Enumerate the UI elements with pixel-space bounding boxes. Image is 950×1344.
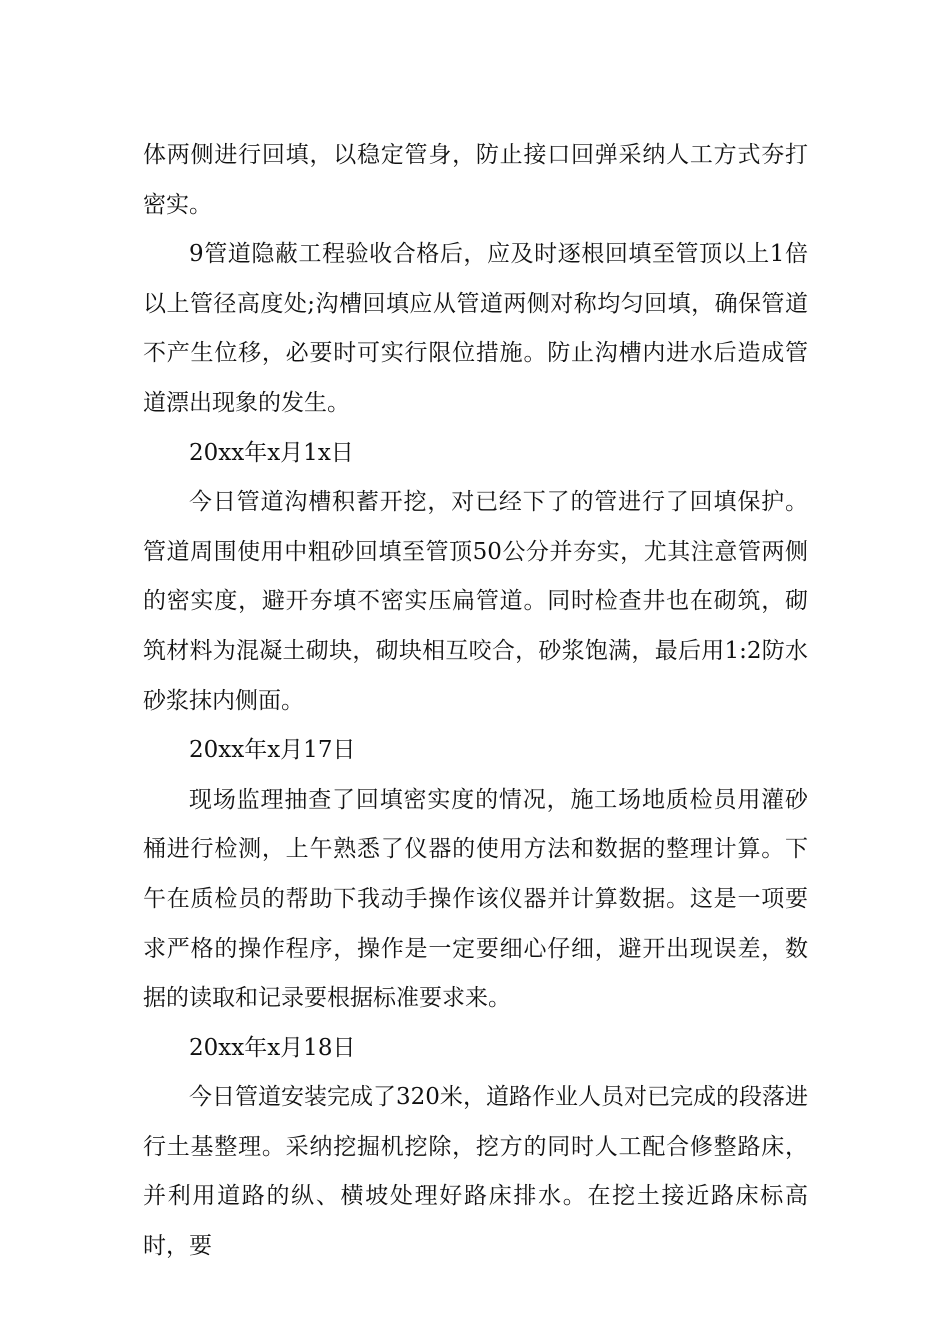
document-body [143,131,808,1272]
paragraph-compaction-inspection: 现场监理抽查了回填密实度的情况，施工场地质检员用灌砂桶进行检测，上午熟悉了仪器的使用方法和数据的整理计算。下午在质检员的帮助下我动手操作该仪器并计算数据。这是一项要求严格的操作程序，操作是一定要细心仔细，避开出现误差，数据的读取和记录要根据标准要求来。 [143,786,808,1012]
date-heading-18: 20xx年x月18日 [189,1034,356,1061]
date-heading-1x: 20xx年x月1x日 [189,439,354,466]
paragraph-backfill-requirements: 9管道隐蔽工程验收合格后，应及时逐根回填至管顶以上1倍以上管径高度处;沟槽回填应从管道两侧对称均匀回填，确保管道不产生位移，必要时可实行限位措施。防止沟槽内进水后造成管道漂出现象的发生。 [143,241,808,416]
date-heading-17: 20xx年x月17日 [189,737,356,764]
paragraph-trench-excavation: 今日管道沟槽积蓄开挖，对已经下了的管进行了回填保护。管道周围使用中粗砂回填至管顶50公分并夯实，尤其注意管两侧的密实度，避开夯填不密实压扁管道。同时检查井也在砌筑，砌筑材料为混凝土砌块，砌块相互咬合，砂浆饱满，最后用1:2防水砂浆抹内侧面。 [143,489,808,714]
paragraph-continuation: 体两侧进行回填，以稳定管身，防止接口回弹采纳人工方式夯打密实。 [143,142,808,218]
paragraph-pipe-installation: 今日管道安装完成了320米，道路作业人员对已完成的段落进行土基整理。采纳挖掘机挖除，挖方的同时人工配合修整路床，并利用道路的纵、横坡处理好路床排水。在挖土接近路床标高时，要 [143,1084,808,1260]
